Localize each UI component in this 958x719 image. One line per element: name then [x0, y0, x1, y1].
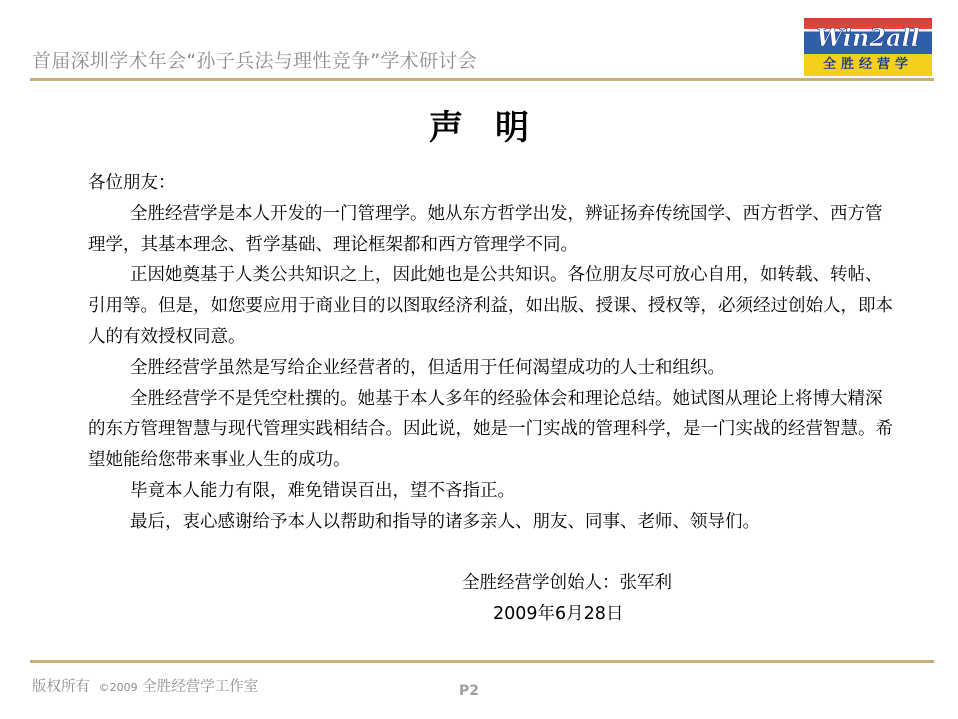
- document-title: 声明: [429, 108, 561, 148]
- paragraph: 最后，衷心感谢给予本人以帮助和指导的诸多亲人、朋友、同事、老师、领导们。: [130, 511, 760, 532]
- paragraph: 正因她奠基于人类公共知识之上，因此她也是公共知识。各位朋友尽可放心自用，如转载、转帖、引用等。但是，如您要应用于商业目的以图取经济利益，如出版、授课、授权等，必须经过创始人，即本人的有效授权同意。: [88, 265, 893, 347]
- paragraph: 全胜经营学是本人开发的一门管理学。她从东方哲学出发，辨证扬弃传统国学、西方哲学、西方管理学，其基本理念、哲学基础、理论框架都和西方管理学不同。: [88, 203, 883, 255]
- greeting: 各位朋友：: [88, 173, 176, 193]
- copyright-prefix: 版权所有: [32, 679, 90, 695]
- paragraph: 毕竟本人能力有限，难免错误百出，望不吝指正。: [130, 480, 515, 501]
- document-body: [88, 168, 898, 538]
- logo-subtitle: 全胜经营学: [804, 54, 932, 76]
- page-number: P2: [459, 683, 480, 699]
- copyright-symbol: ©2009: [98, 681, 138, 694]
- header-title: 首届深圳学术年会“孙子兵法与理性竞争”学术研讨会: [32, 50, 477, 72]
- winzall-logo: [804, 18, 932, 76]
- paragraph: 全胜经营学虽然是写给企业经营者的，但适用于任何渴望成功的人士和组织。: [130, 357, 725, 378]
- logo-wordmark: [804, 18, 932, 54]
- logo-wordmark-banner: [804, 18, 932, 54]
- signature-date: 2009年6月28日: [493, 604, 624, 624]
- footer-divider: [30, 660, 934, 663]
- signature: 全胜经营学创始人：张军利: [462, 573, 672, 593]
- header-divider: [30, 78, 934, 81]
- footer-copyright: [32, 675, 258, 696]
- logo-wordmark-text: Win2all: [816, 23, 920, 52]
- paragraph: 全胜经营学不是凭空杜撰的。她基于本人多年的经验体会和理论总结。她试图从理论上将博大精深的东方管理智慧与现代管理实践相结合。因此说，她是一门实战的管理科学，是一门实战的经营智慧。希望她能给您带来事业人生的成功。: [88, 388, 893, 471]
- copyright-owner: 全胜经营学工作室: [142, 679, 259, 695]
